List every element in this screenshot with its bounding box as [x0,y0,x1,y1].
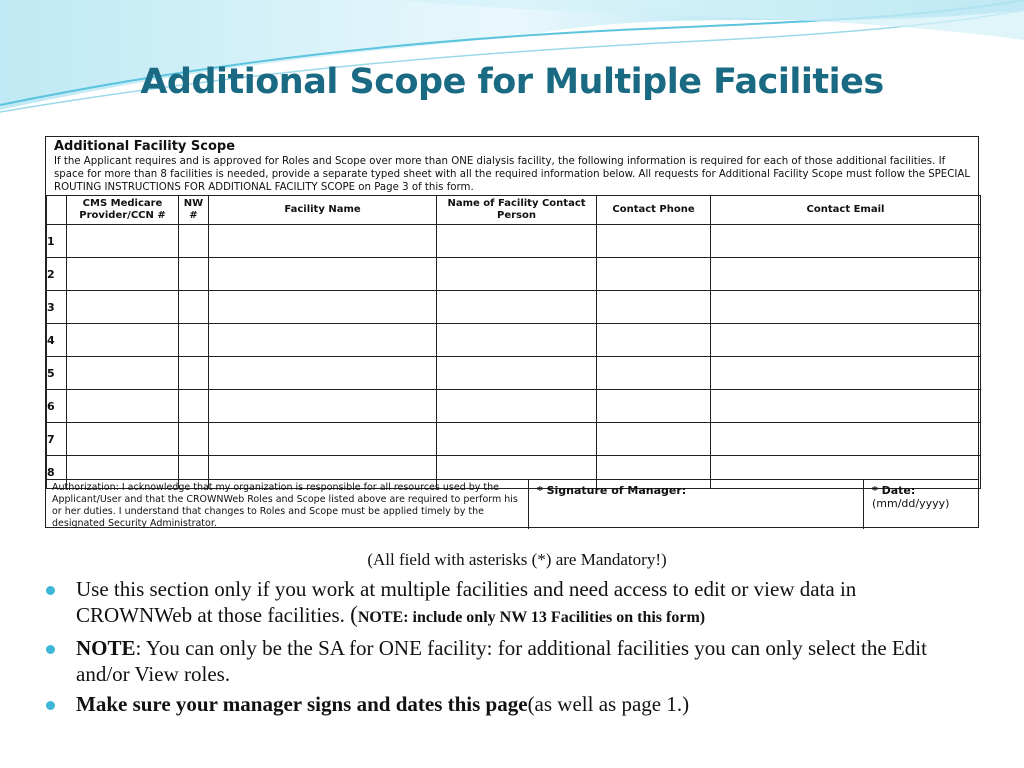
facility-name-cell [209,390,437,423]
contact-phone-cell [597,258,711,291]
bullet-text: Use this section only if you work at multiple facilities and need access to edit or view data in CROWNWeb at those facilities. [76,577,857,627]
slide-title: Additional Scope for Multiple Facilities [140,62,884,102]
facility-name-cell [209,291,437,324]
header-wave-decoration [0,0,1024,120]
nw-cell [179,225,209,258]
bullet-text: (as well as page 1.) [527,692,690,716]
nw-cell [179,324,209,357]
table-row [47,225,981,258]
contact-person-cell [437,225,597,258]
nw-cell [179,258,209,291]
bullet-list [46,576,976,721]
authorization-section [46,479,978,529]
form-heading: Additional Facility Scope [54,139,236,154]
contact-person-cell [437,291,597,324]
ccn-cell [67,225,179,258]
mandatory-caption: (All field with asterisks (*) are Mandatory!) [367,550,667,569]
contact-email-cell [711,258,981,291]
row-number: 6 [47,390,67,423]
contact-person-cell [437,423,597,456]
column-header-ccn: CMS Medicare Provider/CCN # [67,196,179,225]
contact-person-cell [437,390,597,423]
contact-email-cell [711,357,981,390]
bullet-bold-instruction: Make sure your manager signs and dates this page [76,692,528,716]
facility-name-cell [209,357,437,390]
nw-cell [179,291,209,324]
signature-label: * Signature of Manager: [537,484,687,497]
ccn-cell [67,324,179,357]
contact-phone-cell [597,291,711,324]
nw-cell [179,357,209,390]
contact-phone-cell [597,390,711,423]
ccn-cell [67,390,179,423]
table-header-row [47,196,981,225]
nw-cell [179,390,209,423]
row-number: 3 [47,291,67,324]
contact-phone-cell [597,423,711,456]
row-number: 5 [47,357,67,390]
contact-person-cell [437,324,597,357]
ccn-cell [67,291,179,324]
bullet-bold-note: NOTE [76,636,136,660]
column-header-row-number [47,196,67,225]
facility-table [46,195,981,489]
table-row [47,291,981,324]
column-header-contact-email: Contact Email [711,196,981,225]
date-format: (mm/dd/yyyy) [872,497,950,510]
column-header-contact-person: Name of Facility Contact Person [437,196,597,225]
contact-person-cell [437,258,597,291]
authorization-text: Authorization: I acknowledge that my organization is responsible for all resources used by the Applicant/User and that the CROWNWeb Roles and Scope listed above are required to perform his or her duties. I understand that changes to Roles and Scope must be applied timely by the designated Security Administrator. [52,482,518,529]
facility-name-cell [209,258,437,291]
column-header-facility-name: Facility Name [209,196,437,225]
contact-phone-cell [597,324,711,357]
bullet-text: : You can only be the SA for ONE facility: for additional facilities you can only select the Edit and/or View roles. [76,636,927,686]
bullet-item-manager-sign [46,691,976,717]
contact-email-cell [711,324,981,357]
ccn-cell [67,357,179,390]
ccn-cell [67,258,179,291]
column-header-contact-phone: Contact Phone [597,196,711,225]
contact-email-cell [711,291,981,324]
table-row [47,324,981,357]
contact-email-cell [711,390,981,423]
contact-email-cell [711,423,981,456]
column-header-nw: NW # [179,196,209,225]
row-number: 4 [47,324,67,357]
nw-cell [179,423,209,456]
row-number: 1 [47,225,67,258]
row-number: 7 [47,423,67,456]
bullet-paren-open: ( [350,602,358,627]
bullet-item-sa-note [46,635,976,687]
form-intro: If the Applicant requires and is approved for Roles and Scope over more than ONE dialysis facility, the following information is required for each of those additional facilities. If space for more than 8 facilities is needed, provide a separate typed sheet with all the required information below. All requests for Additional Facility Scope must follow the SPECIAL ROUTING INSTRUCTIONS FOR ADDITIONAL FACILITY SCOPE on Page 3 of this form. [54,156,971,193]
table-row [47,258,981,291]
contact-phone-cell [597,357,711,390]
contact-person-cell [437,357,597,390]
date-field [863,480,980,529]
bullet-note: NOTE: include only NW 13 Facilities on this form [357,609,700,626]
manager-signature-field [528,480,863,529]
facility-name-cell [209,225,437,258]
bullet-paren-close: ) [699,609,706,626]
row-number: 8 [47,456,67,489]
row-number: 2 [47,258,67,291]
contact-email-cell [711,225,981,258]
table-row [47,423,981,456]
table-row [47,390,981,423]
form-header [46,137,978,195]
facility-name-cell [209,324,437,357]
facility-name-cell [209,423,437,456]
ccn-cell [67,423,179,456]
additional-facility-scope-form [45,136,979,528]
bullet-item-multiple-facilities [46,576,976,631]
date-label: * Date: [872,484,916,497]
contact-phone-cell [597,225,711,258]
table-row [47,357,981,390]
